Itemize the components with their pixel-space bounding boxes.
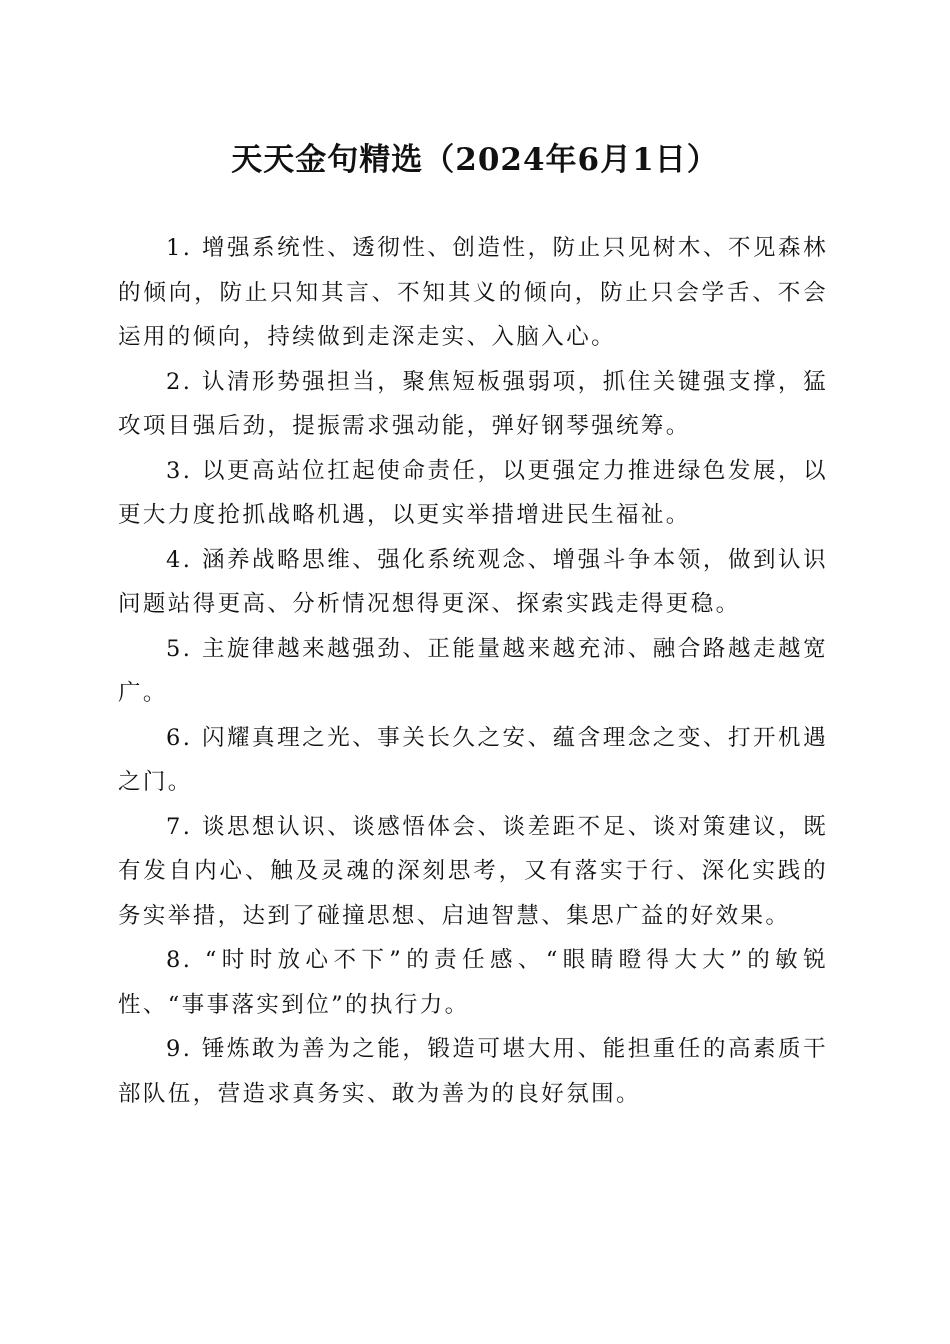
document-title: 天天金句精选（2024年6月1日） (231, 142, 719, 178)
list-item-2: 2. 认清形势强担当，聚焦短板强弱项，抓住关键强支撑，猛攻项目强后劲，提振需求强动能，弹好钢琴强统筹。 (118, 368, 828, 439)
list-item-1: 1. 增强系统性、透彻性、创造性，防止只见树木、不见森林的倾向，防止只知其言、不知其义的倾向，防止只会学舌、不会运用的倾向，持续做到走深走实、入脑入心。 (118, 235, 828, 350)
list-item-3: 3. 以更高站位扛起使命责任，以更强定力推进绿色发展，以更大力度抢抓战略机遇，以更实举措增进民生福祉。 (118, 457, 828, 528)
list-item-8: 8. “时时放心不下”的责任感、“眼睛瞪得大大”的敏锐性、“事事落实到位”的执行力。 (118, 947, 828, 1018)
list-item-5: 5. 主旋律越来越强劲、正能量越来越充沛、融合路越走越宽广。 (118, 635, 828, 706)
list-item-9: 9. 锤炼敢为善为之能，锻造可堪大用、能担重任的高素质干部队伍，营造求真务实、敢为善为的良好氛围。 (118, 1036, 828, 1107)
list-item-7: 7. 谈思想认识、谈感悟体会、谈差距不足、谈对策建议，既有发自内心、触及灵魂的深刻思考，又有落实于行、深化实践的务实举措，达到了碰撞思想、启迪智慧、集思广益的好效果。 (118, 813, 828, 929)
list-item-6: 6. 闪耀真理之光、事关长久之安、蕴含理念之变、打开机遇之门。 (118, 724, 828, 795)
list-item-4: 4. 涵养战略思维、强化系统观念、增强斗争本领，做到认识问题站得更高、分析情况想得更深、探索实践走得更稳。 (118, 546, 828, 617)
document-body (118, 226, 828, 1116)
